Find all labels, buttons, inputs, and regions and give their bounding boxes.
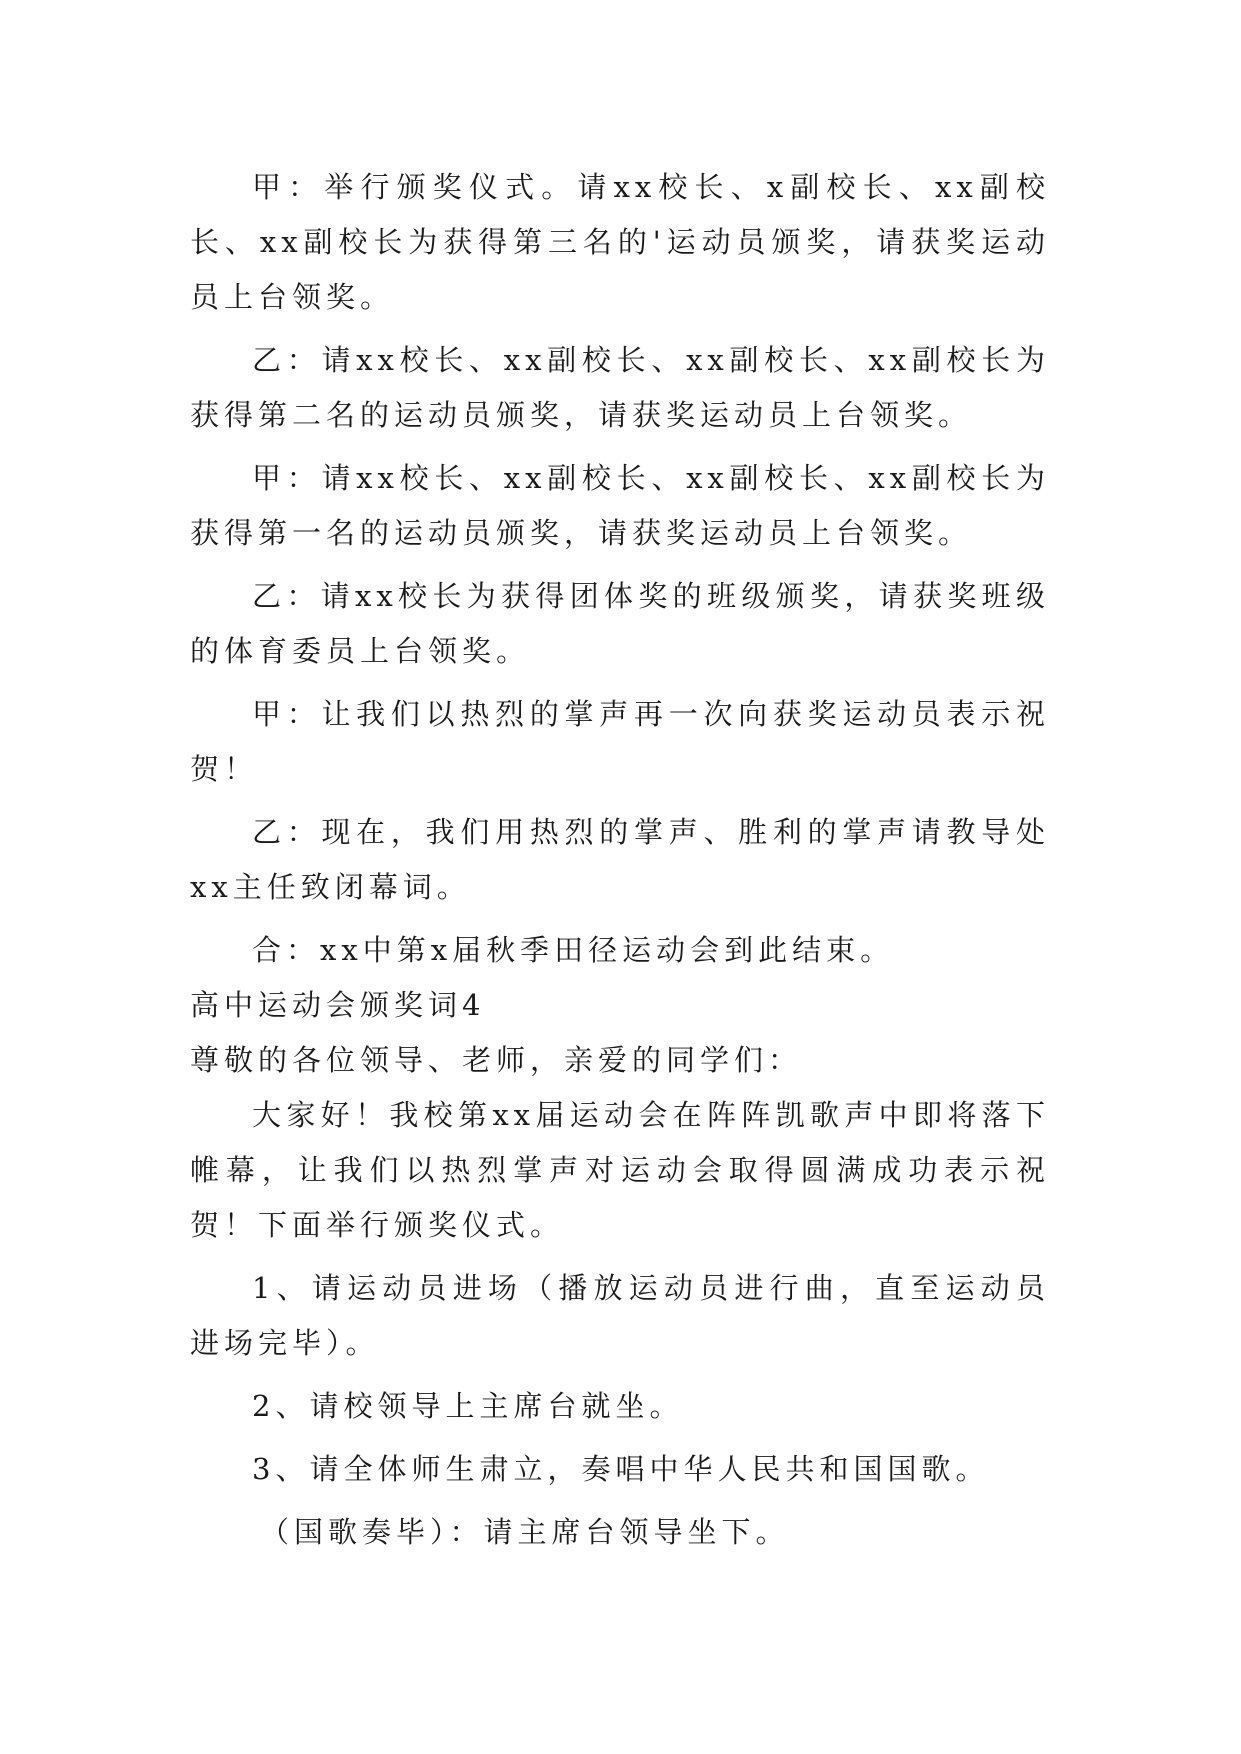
- paragraph-award-first: 甲：请xx校长、xx副校长、xx副校长、xx副校长为获得第一名的运动员颁奖，请获奖运动员上台领奖。: [190, 461, 1050, 550]
- paragraph-congratulations: 甲：让我们以热烈的掌声再一次向获奖运动员表示祝贺！: [190, 697, 1050, 786]
- list-item-national-anthem: 3、请全体师生肃立，奏唱中华人民共和国国歌。: [252, 1452, 990, 1486]
- paragraph-conclusion: 合：xx中第x届秋季田径运动会到此结束。: [252, 933, 895, 967]
- paragraph-opening: 大家好！我校第xx届运动会在阵阵凯歌声中即将落下帷幕，让我们以热烈掌声对运动会取得圆满成功表示祝贺！下面举行颁奖仪式。: [190, 1098, 1050, 1242]
- section-heading: 高中运动会颁奖词4: [190, 988, 486, 1022]
- document-body: [190, 160, 1050, 1560]
- paragraph-award-team: 乙：请xx校长为获得团体奖的班级颁奖，请获奖班级的体育委员上台领奖。: [190, 579, 1050, 668]
- salutation: 尊敬的各位领导、老师，亲爱的同学们：: [190, 1043, 803, 1077]
- list-item-athletes-enter: 1、请运动员进场（播放运动员进行曲，直至运动员进场完毕）。: [190, 1271, 1050, 1360]
- paragraph-closing-speech: 乙：现在，我们用热烈的掌声、胜利的掌声请教导处xx主任致闭幕词。: [190, 815, 1050, 904]
- paragraph-award-third: 甲：举行颁奖仪式。请xx校长、x副校长、xx副校长、xx副校长为获得第三名的'运动员颁奖，请获奖运动员上台领奖。: [190, 170, 1050, 314]
- list-item-leaders-seated: 2、请校领导上主席台就坐。: [252, 1389, 684, 1423]
- paragraph-award-second: 乙：请xx校长、xx副校长、xx副校长、xx副校长为获得第二名的运动员颁奖，请获奖运动员上台领奖。: [190, 343, 1050, 432]
- paragraph-anthem-finished: （国歌奏毕）：请主席台领导坐下。: [260, 1515, 790, 1549]
